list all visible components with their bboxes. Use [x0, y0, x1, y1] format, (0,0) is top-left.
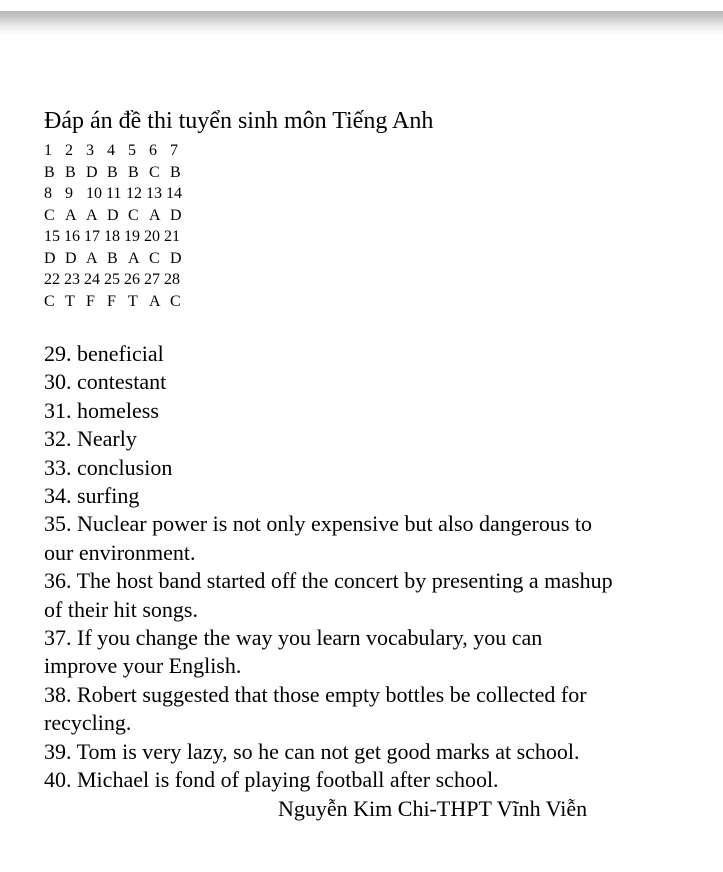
question-number: 27: [144, 271, 160, 288]
written-answer-line: 30. contestant: [44, 369, 167, 395]
answer-key-content: [44, 106, 692, 823]
answer-letter: B: [65, 163, 76, 181]
answer-letter: A: [128, 249, 140, 267]
written-answer-line: 29. beneficial: [44, 341, 164, 366]
answer-letter: D: [44, 249, 56, 267]
answer-letter: A: [149, 206, 161, 224]
question-number: 8: [44, 185, 52, 202]
question-number: 14: [166, 185, 182, 202]
answer-grid-row-numbers: [44, 183, 692, 205]
answer-grid-row-numbers: [44, 140, 692, 162]
answer-letter: C: [149, 249, 160, 267]
question-number: 19: [124, 228, 140, 245]
question-number: 16: [64, 228, 80, 245]
answer-grid-row-numbers: [44, 269, 692, 291]
written-answer-line: improve your English.: [44, 653, 242, 679]
answer-grid-row-answers: [44, 162, 692, 184]
question-number: 4: [107, 142, 115, 159]
answer-grid-row-answers: [44, 248, 692, 270]
question-number: 12: [126, 185, 142, 202]
written-answer-line: 32. Nearly: [44, 426, 137, 452]
written-answer-line: 34. surfing: [44, 483, 140, 509]
answer-letter: C: [170, 292, 181, 310]
question-number: 7: [170, 142, 178, 159]
answer-letter: D: [86, 163, 98, 181]
answer-letter: C: [44, 206, 55, 224]
page-top-shadow: [0, 11, 723, 35]
answer-letter: B: [128, 163, 139, 181]
question-number: 15: [44, 228, 60, 245]
written-answer-line: 35. Nuclear power is not only expensive but also dangerous to: [44, 511, 593, 537]
answer-letter: D: [65, 249, 77, 267]
answer-letter: B: [44, 163, 55, 181]
question-number: 22: [44, 271, 60, 288]
written-answer-line: 31. homeless: [44, 397, 159, 423]
question-number: 2: [65, 142, 73, 159]
answer-grid-row-answers: [44, 205, 692, 227]
question-number: 1: [44, 142, 52, 159]
answer-letter: F: [107, 292, 116, 310]
question-number: 5: [128, 142, 136, 159]
answer-letter: C: [44, 292, 55, 310]
answer-letter: A: [86, 249, 98, 267]
answer-letter: C: [149, 163, 160, 181]
written-answer-line: 33. conclusion: [44, 454, 173, 480]
answer-letter: F: [86, 292, 95, 310]
question-number: 10: [86, 185, 102, 202]
answer-letter: B: [107, 163, 118, 181]
written-answer-line: 39. Tom is very lazy, so he can not get good marks at school.: [44, 738, 580, 764]
question-number: 3: [86, 142, 94, 159]
answer-letter: D: [107, 206, 119, 224]
answer-letter: C: [128, 206, 139, 224]
question-number: 25: [104, 271, 120, 288]
written-answers: [44, 340, 692, 795]
question-number: 24: [84, 271, 100, 288]
answer-letter: D: [170, 249, 182, 267]
answer-letter: B: [170, 163, 181, 181]
answer-letter: D: [170, 206, 182, 224]
written-answer-line: recycling.: [44, 710, 132, 736]
answer-letter: T: [65, 292, 75, 310]
written-answer-line: 37. If you change the way you learn vocabulary, you can: [44, 625, 543, 651]
written-answer-line: 38. Robert suggested that those empty bottles be collected for: [44, 681, 587, 707]
answer-grid: [44, 140, 692, 312]
written-answer-line: of their hit songs.: [44, 596, 198, 622]
question-number: 26: [124, 271, 140, 288]
question-number: 28: [164, 271, 180, 288]
answer-letter: T: [128, 292, 138, 310]
written-answer-line: 36. The host band started off the concert by presenting a mashup: [44, 568, 613, 594]
answer-grid-row-numbers: [44, 226, 692, 248]
question-number: 21: [164, 228, 180, 245]
question-number: 20: [144, 228, 160, 245]
answer-letter: A: [86, 206, 98, 224]
question-number: 17: [84, 228, 100, 245]
question-number: 18: [104, 228, 120, 245]
answer-letter: A: [65, 206, 77, 224]
answer-letter: B: [107, 249, 118, 267]
question-number: 23: [64, 271, 80, 288]
author-signature: Nguyễn Kim Chi-THPT Vĩnh Viễn: [278, 795, 588, 821]
answer-grid-row-answers: [44, 291, 692, 313]
page-title: Đáp án đề thi tuyển sinh môn Tiếng Anh: [44, 108, 434, 134]
question-number: 13: [146, 185, 162, 202]
question-number: 6: [149, 142, 157, 159]
answer-letter: A: [149, 292, 161, 310]
written-answer-line: our environment.: [44, 539, 196, 565]
question-number: 9: [65, 185, 73, 202]
question-number: 11: [106, 185, 122, 202]
written-answer-line: 40. Michael is fond of playing football after school.: [44, 767, 499, 793]
